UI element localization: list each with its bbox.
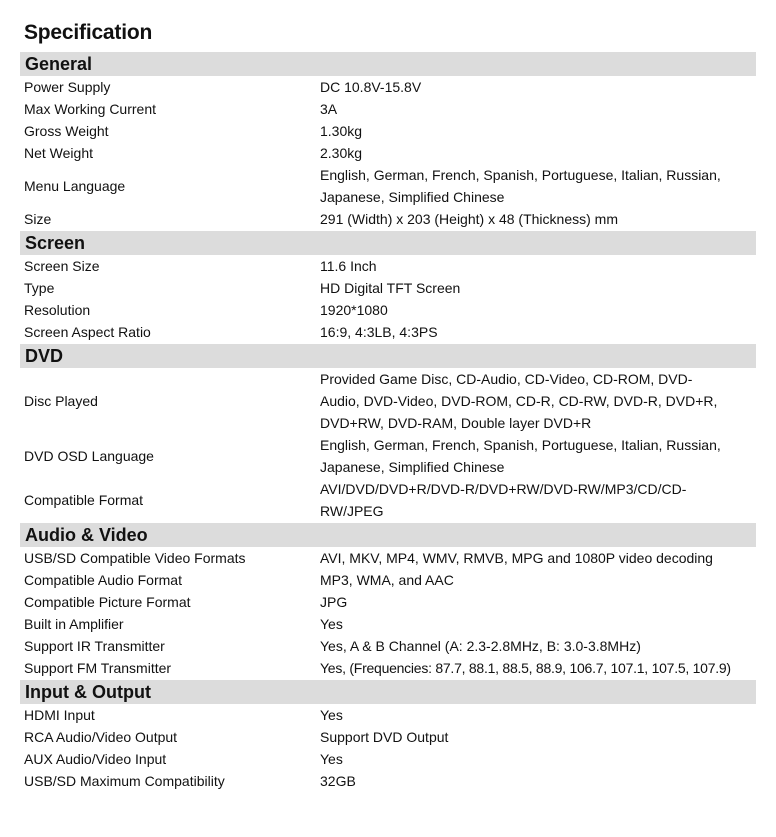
spec-row <box>20 120 756 142</box>
spec-label: AUX Audio/Video Input <box>24 751 167 767</box>
spec-label: Net Weight <box>24 145 93 161</box>
spec-row <box>20 726 756 748</box>
spec-label: Menu Language <box>24 178 126 194</box>
spec-row <box>20 657 756 679</box>
spec-row <box>20 142 756 164</box>
spec-row <box>20 547 756 569</box>
spec-row <box>20 299 756 321</box>
spec-value: Yes <box>320 616 343 632</box>
spec-label: HDMI Input <box>24 707 95 723</box>
spec-value: HD Digital TFT Screen <box>320 280 461 296</box>
spec-value: AVI, MKV, MP4, WMV, RMVB, MPG and 1080P video decoding <box>320 550 713 566</box>
spec-row <box>20 76 756 98</box>
spec-label: Type <box>24 280 55 296</box>
spec-value: Yes <box>320 707 343 723</box>
spec-value: 2.30kg <box>320 145 363 161</box>
spec-label: Support FM Transmitter <box>24 660 172 676</box>
page-title: Specification <box>24 21 153 44</box>
spec-row <box>20 277 756 299</box>
spec-label: Built in Amplifier <box>24 616 124 632</box>
section-header-dvd: DVD <box>20 344 756 368</box>
spec-row <box>20 591 756 613</box>
section-header-input-output: Input & Output <box>20 680 756 704</box>
spec-label: Compatible Picture Format <box>24 594 191 610</box>
spec-value: English, German, French, Spanish, Portuguese, Italian, Russian, Japanese, Simplified Chinese <box>320 437 721 475</box>
spec-row <box>20 164 756 208</box>
spec-row <box>20 569 756 591</box>
spec-value: MP3, WMA, and AAC <box>320 572 454 588</box>
spec-label: Compatible Audio Format <box>24 572 182 588</box>
spec-row <box>20 770 756 792</box>
spec-label: Gross Weight <box>24 123 109 139</box>
spec-label: Support IR Transmitter <box>24 638 165 654</box>
spec-label: Resolution <box>24 302 91 318</box>
spec-row <box>20 98 756 120</box>
spec-table <box>20 51 756 792</box>
spec-label: Size <box>24 211 52 227</box>
spec-row <box>20 478 756 522</box>
spec-value: Yes <box>320 751 343 767</box>
spec-label: Compatible Format <box>24 492 144 508</box>
section-header-general: General <box>20 52 756 76</box>
spec-label: Power Supply <box>24 79 111 95</box>
spec-label: DVD OSD Language <box>24 448 154 464</box>
spec-value: JPG <box>320 594 348 610</box>
spec-value: Provided Game Disc, CD-Audio, CD-Video, CD-ROM, DVD- Audio, DVD-Video, DVD-ROM, CD-R, CD-RW, DVD-R, DVD+R, DVD+RW, DVD-RAM, Double layer DVD+R <box>320 371 718 431</box>
spec-row <box>20 748 756 770</box>
spec-label: RCA Audio/Video Output <box>24 729 178 745</box>
spec-row <box>20 368 756 434</box>
spec-value: 11.6 Inch <box>320 258 377 274</box>
spec-row <box>20 613 756 635</box>
spec-value: 1920*1080 <box>320 302 388 318</box>
spec-value: AVI/DVD/DVD+R/DVD-R/DVD+RW/DVD-RW/MP3/CD/CD- RW/JPEG <box>320 481 687 519</box>
spec-label: Screen Aspect Ratio <box>24 324 151 340</box>
spec-row <box>20 635 756 657</box>
spec-value: DC 10.8V-15.8V <box>320 79 422 95</box>
spec-label: Max Working Current <box>24 101 157 117</box>
spec-row <box>20 255 756 277</box>
spec-row <box>20 208 756 230</box>
spec-label: Disc Played <box>24 393 98 409</box>
spec-label: USB/SD Compatible Video Formats <box>24 550 246 566</box>
spec-label: Screen Size <box>24 258 100 274</box>
spec-value: 16:9, 4:3LB, 4:3PS <box>320 324 438 340</box>
spec-label: USB/SD Maximum Compatibility <box>24 773 225 789</box>
spec-value: 1.30kg <box>320 123 363 139</box>
spec-row <box>20 321 756 343</box>
spec-value: 3A <box>320 101 338 117</box>
section-header-screen: Screen <box>20 231 756 255</box>
spec-row <box>20 434 756 478</box>
spec-value: English, German, French, Spanish, Portuguese, Italian, Russian, Japanese, Simplified Chinese <box>320 167 721 205</box>
spec-row <box>20 704 756 726</box>
spec-value: 32GB <box>320 773 356 789</box>
spec-value: Yes, A & B Channel (A: 2.3-2.8MHz, B: 3.0-3.8MHz) <box>320 638 641 654</box>
spec-value: 291 (Width) x 203 (Height) x 48 (Thickness) mm <box>320 211 618 227</box>
section-header-audio-video: Audio & Video <box>20 523 756 547</box>
spec-value: Support DVD Output <box>320 729 449 745</box>
spec-value: Yes, (Frequencies: 87.7, 88.1, 88.5, 88.9, 106.7, 107.1, 107.5, 107.9) <box>320 660 731 676</box>
